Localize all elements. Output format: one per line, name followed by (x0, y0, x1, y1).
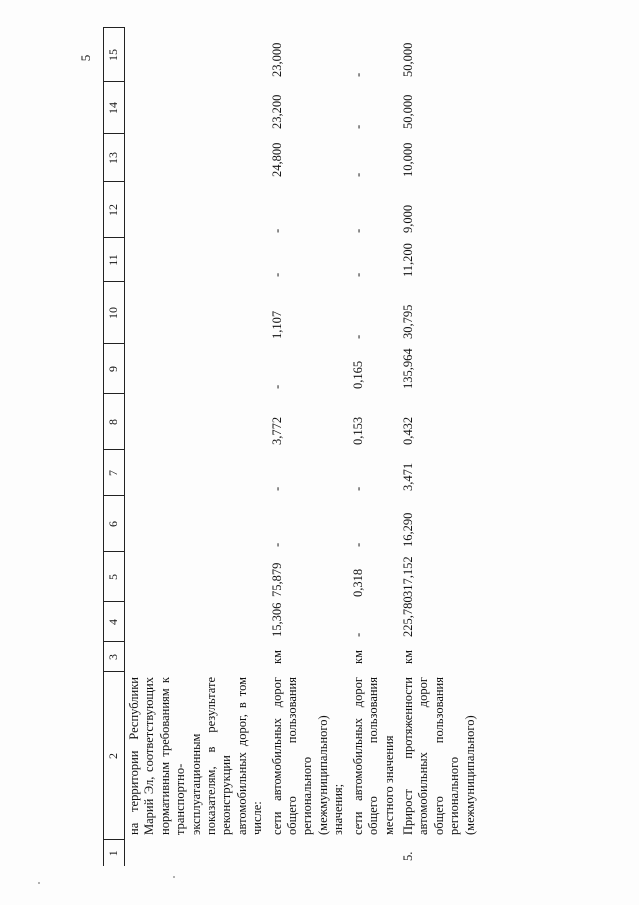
value-cell: 9,000 (400, 204, 415, 233)
value-cell: 317,152 (400, 556, 415, 597)
value-cell (125, 496, 268, 552)
row-number: 5. (400, 851, 415, 861)
value-cell: 0,432 (400, 416, 415, 445)
header-cell: 10 (104, 282, 125, 344)
value-cell (125, 394, 268, 450)
row-number (125, 840, 268, 866)
value-cell: - (350, 542, 365, 547)
value-cell: - (350, 486, 365, 491)
value-cell: - (350, 172, 365, 177)
header-row (104, 28, 125, 866)
value-cell: - (350, 124, 365, 129)
table-row (268, 28, 349, 866)
value-cell: 0,165 (350, 360, 365, 389)
header-cell: 1 (104, 840, 125, 866)
row-label: сети автомобильных дорог общего пользования регионального (межмуниципального) значения; (269, 677, 346, 835)
row-label: Прирост протяженности автомобильных дорог общего пользования регионального (межмуниципального) (400, 677, 477, 835)
value-cell (125, 450, 268, 496)
row-unit: км (400, 650, 415, 664)
header-cell: 5 (104, 552, 125, 602)
header-cell: 6 (104, 496, 125, 552)
header-cell: 7 (104, 450, 125, 496)
header-cell: 2 (104, 672, 125, 840)
header-cell: 4 (104, 602, 125, 642)
row-label: сети автомобильных дорог общего пользования местного значения (350, 677, 396, 835)
page-number: 5 (78, 54, 93, 62)
value-cell: 75,879 (269, 562, 284, 597)
rotated-table-container (103, 28, 572, 866)
value-cell: 23,000 (269, 42, 284, 77)
value-cell: - (269, 272, 284, 277)
value-cell: 135,964 (400, 348, 415, 389)
value-cell: - (350, 334, 365, 339)
value-cell: 225,780 (400, 596, 415, 637)
value-cell: 30,795 (400, 304, 415, 339)
value-cell (125, 182, 268, 238)
value-cell: - (350, 72, 365, 77)
value-cell: 1,107 (269, 310, 284, 339)
header-cell: 8 (104, 394, 125, 450)
value-cell (125, 344, 268, 394)
value-cell: 3,471 (400, 462, 415, 491)
row-unit: км (350, 650, 365, 664)
header-cell: 13 (104, 134, 125, 182)
value-cell (125, 28, 268, 82)
value-cell: - (350, 228, 365, 233)
header-cell: 9 (104, 344, 125, 394)
row-unit: км (269, 650, 284, 664)
scan-speck (38, 882, 40, 884)
value-cell: 11,200 (400, 243, 415, 277)
table-wrapper (103, 28, 477, 861)
header-cell: 14 (104, 82, 125, 134)
value-cell: 50,000 (400, 94, 415, 129)
value-cell: 0,153 (350, 416, 365, 445)
value-cell: - (269, 228, 284, 233)
value-cell: 15,306 (269, 602, 284, 637)
value-cell: 16,290 (400, 512, 415, 547)
value-cell (125, 134, 268, 182)
header-cell: 11 (104, 238, 125, 282)
value-cell: 50,000 (400, 42, 415, 77)
row-unit (125, 642, 268, 672)
table-row (399, 28, 480, 866)
value-cell: - (350, 272, 365, 277)
value-cell (125, 282, 268, 344)
value-cell: 3,772 (269, 416, 284, 445)
value-cell: - (269, 384, 284, 389)
header-cell: 15 (104, 28, 125, 82)
scan-speck (173, 876, 175, 878)
value-cell: - (269, 486, 284, 491)
header-cell: 12 (104, 182, 125, 238)
value-cell (125, 602, 268, 642)
value-cell (125, 238, 268, 282)
value-cell (125, 82, 268, 134)
value-cell: 0,318 (350, 568, 365, 597)
value-cell: - (269, 542, 284, 547)
header-cell: 3 (104, 642, 125, 672)
table-row (349, 28, 399, 866)
value-cell: 24,800 (269, 142, 284, 177)
row-label: на территории Республики Марий Эл, соответствующих нормативным требованиям к транспортно-эксплуатационным показателям, в результате реконструкции автомобильных дорог, в том числе: (127, 677, 265, 835)
table-row (125, 28, 268, 866)
value-cell: - (350, 632, 365, 637)
value-cell: 10,000 (400, 142, 415, 177)
indicator-table (103, 28, 480, 867)
value-cell: 23,200 (269, 94, 284, 129)
value-cell (125, 552, 268, 602)
row-number (349, 840, 399, 866)
row-number (268, 840, 349, 866)
